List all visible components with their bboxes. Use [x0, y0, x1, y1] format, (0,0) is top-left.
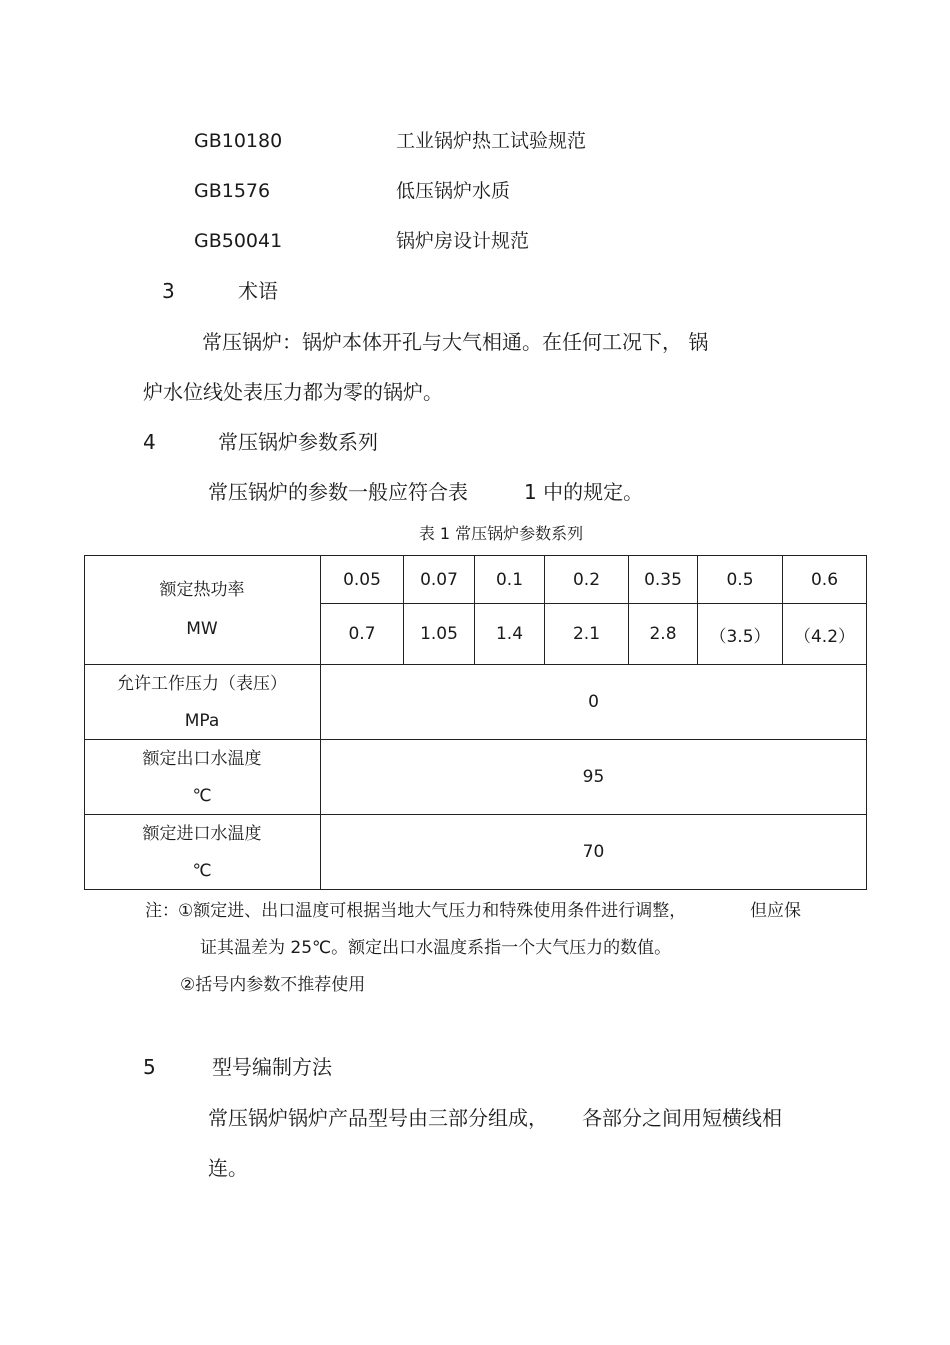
- standard-code: GB50041: [194, 230, 283, 252]
- paragraph-text: 常压锅炉锅炉产品型号由三部分组成，: [208, 1106, 548, 1130]
- row-unit: ℃: [192, 786, 212, 806]
- section-title: 型号编制方法: [212, 1055, 332, 1079]
- power-value: 0.1: [495, 569, 524, 590]
- note-text: ②括号内参数不推荐使用: [180, 975, 366, 995]
- row-unit: MPa: [184, 711, 220, 731]
- definition-line: 常压锅炉：锅炉本体开孔与大气相通。在任何工况下， 锅: [202, 330, 709, 354]
- row-label: 额定出口水温度: [142, 749, 262, 769]
- note-text: 但应保: [750, 901, 801, 921]
- standard-code: GB10180: [194, 130, 283, 152]
- pressure-value: 0: [588, 692, 599, 712]
- note-text: 证其温差为 25℃。额定出口水温度系指一个大气压力的数值。: [200, 938, 672, 958]
- power-value: （4.2）: [793, 626, 856, 647]
- power-value: 2.8: [649, 624, 677, 644]
- row-label: 额定热功率: [159, 580, 245, 600]
- power-value: 1.05: [420, 624, 458, 644]
- power-value: 0.35: [644, 569, 682, 590]
- section-title: 术语: [238, 279, 278, 303]
- power-value: 0.7: [348, 624, 376, 644]
- outlet-temp-value: 95: [582, 767, 605, 787]
- inlet-temp-value: 70: [582, 842, 605, 862]
- paragraph-text: 各部分之间用短横线相: [582, 1106, 782, 1130]
- parameter-table: [84, 555, 867, 890]
- section-number: 5: [143, 1055, 156, 1079]
- power-value: 2.1: [572, 624, 601, 644]
- row-label: 额定进口水温度: [142, 824, 262, 844]
- row-unit: MW: [186, 619, 218, 639]
- power-value: 0.07: [420, 569, 458, 590]
- paragraph-text: 常压锅炉的参数一般应符合表: [208, 480, 468, 504]
- paragraph-text: 1 中的规定。: [524, 480, 644, 504]
- definition-line: 炉水位线处表压力都为零的锅炉。: [143, 380, 443, 404]
- power-value: 0.2: [572, 569, 601, 590]
- power-value: 0.6: [810, 569, 839, 590]
- section-title: 常压锅炉参数系列: [218, 430, 378, 454]
- note-prefix: 注：: [145, 901, 179, 921]
- section-number: 3: [162, 279, 175, 303]
- section-number: 4: [143, 430, 156, 454]
- standard-name: 锅炉房设计规范: [396, 230, 530, 252]
- standard-name: 低压锅炉水质: [396, 180, 511, 202]
- power-value: 0.5: [726, 569, 754, 590]
- table-caption: 表 1 常压锅炉参数系列: [418, 524, 584, 543]
- standard-code: GB1576: [194, 180, 271, 202]
- note-text: ①额定进、出口温度可根据当地大气压力和特殊使用条件进行调整，: [178, 901, 687, 921]
- power-value: 1.4: [495, 624, 524, 644]
- row-unit: ℃: [192, 861, 212, 881]
- standard-name: 工业锅炉热工试验规范: [396, 130, 587, 152]
- row-label: 允许工作压力（表压）: [117, 674, 287, 694]
- paragraph-text: 连。: [208, 1156, 248, 1180]
- power-value: （3.5）: [709, 626, 771, 647]
- power-value: 0.05: [343, 569, 381, 590]
